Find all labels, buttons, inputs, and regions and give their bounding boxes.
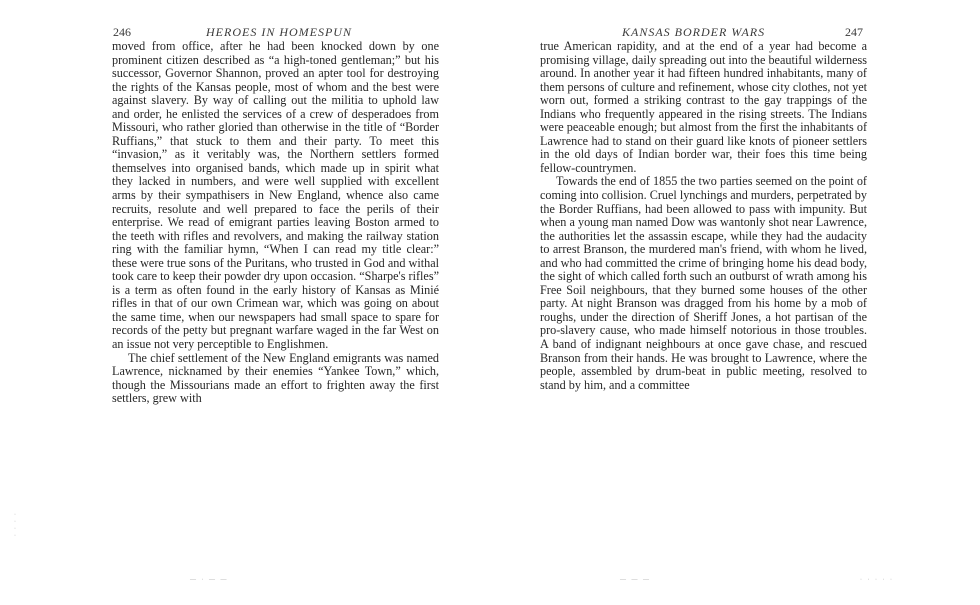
page-number: 247 — [845, 25, 863, 39]
running-head: HEROES IN HOMESPUN — [206, 25, 352, 39]
paragraph: The chief settlement of the New England emigrants was named Lawrence, nicknamed by their enemies “Yankee Town,” which, though the Missourians made an effort to frighten away the first settlers, grew with — [112, 350, 439, 406]
paragraph: moved from office, after he had been knocked down by one prominent citizen described as “a high-toned gentleman;” but his successor, Governor Shannon, proved an apter tool for destroying the rights of the Kansas people, most of whom and the best were against slavery. By way of calling out the militia to uphold law and order, he enlisted the services of a crew of desperadoes from Missouri, who rather gloried than otherwise in the title of “Border Ruffians,” that stuck to them and their party. To meet this “invasion,” as it veritably was, the Northern settlers formed themselves into organised bands, which made up in spirit what they lacked in numbers, and were well supplied with excellent arms by their sympathisers in New England, whence also came recruits, resolute and well prepared to face the perils of their enterprise. We read of emigrant parties leaving Boston armed to the teeth with rifles and revolvers, and making the railway station ring with the familiar hymn, “When I can read my title clear:” these were true sons of the Puritans, who trusted in God and withal took care to keep their powder dry upon occasion. “Sharpe's rifles” is a term as often found in the early history of Kansas as Minié rifles in that of our own Crimean war, which was going on about the same time, when our newspapers had small space to spare for records of the petty but pregnant warfare waged in the far West on an issue not very perceptible to Englishmen. — [112, 39, 439, 352]
paragraph: true American rapidity, and at the end of a year had become a promising village, daily spreading out into the beautiful wilderness around. In another year it had fifteen hundred inhabitants, many of them persons of culture and refinement, whose city clothes, not yet worn out, formed a striking contrast to the gay trappings of the Indians who frequently appeared in the rising streets. The Indians were peaceable enough; but almost from the first the inhabitants of Lawrence had to stand on their guard like knots of pioneer settlers in the old days of Indian border war, their foes this time being fellow-countrymen. — [540, 39, 867, 175]
body-text — [540, 40, 867, 392]
running-head: KANSAS BORDER WARS — [622, 25, 766, 39]
page-number: 246 — [113, 25, 131, 39]
scan-speck: · · · · — [14, 512, 18, 539]
paragraph: Towards the end of 1855 the two parties seemed on the point of coming into collision. Cruel lynchings and murders, perpetrated by the Border Ruffians, had been allowed to pass with impunity. But when a young man named Dow was wantonly shot near Lawrence, the authorities let the assassin escape, while they had the audacity to arrest Branson, the murdered man's friend, with whom he lived, and who had committed the crime of bringing home his dead body, the sight of which called forth such an outburst of wrath among his Free Soil neighbours, that they burned some houses of the other party. At night Branson was dragged from his home by a mob of roughs, under the direction of Sheriff Jones, a hot partisan of the pro-slavery cause, who made himself notorious in those troubles. A band of indignant neighbours at once gave chase, and rescued Branson from their hands. He was brought to Lawrence, where the people, assembled by drum-beat in public meeting, resolved to stand by him, and a committee — [540, 174, 867, 392]
scan-speck: · · · · · — [860, 577, 894, 583]
scan-speck: — · — — — [190, 577, 229, 583]
scan-speck: — — — — [620, 577, 651, 583]
body-text — [112, 40, 439, 406]
